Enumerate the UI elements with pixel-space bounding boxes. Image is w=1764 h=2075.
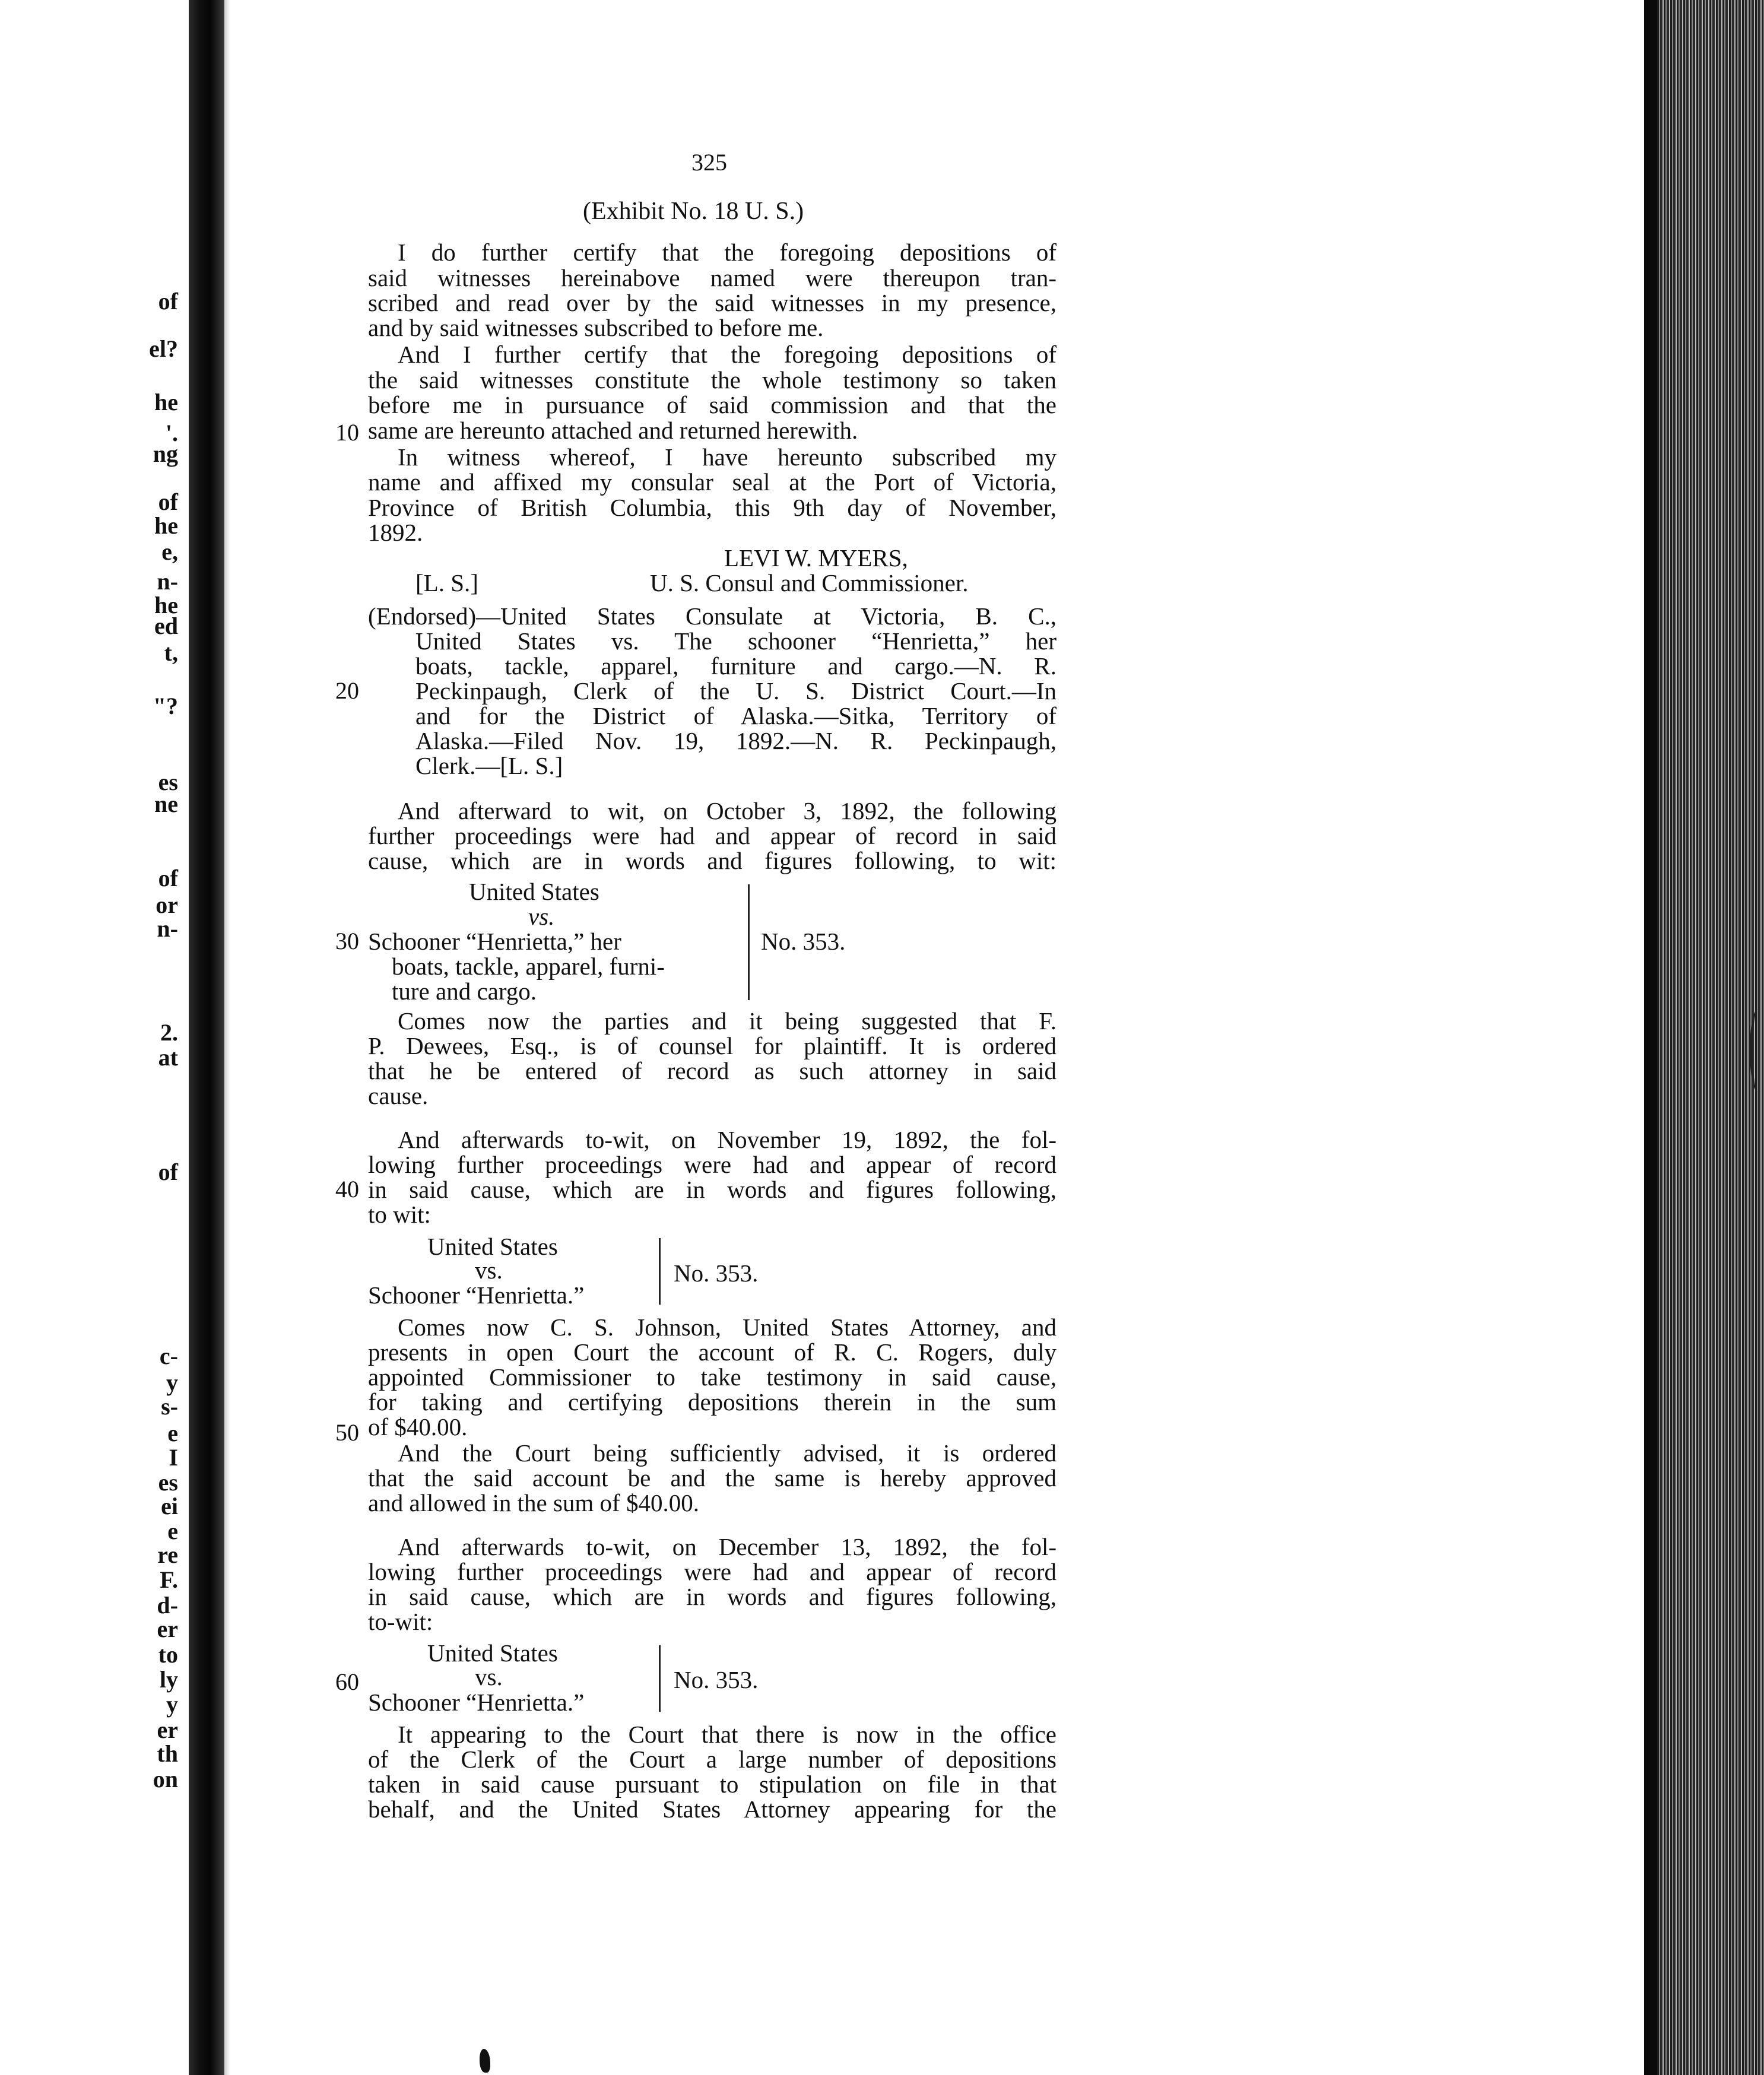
fragment: of bbox=[158, 1159, 178, 1185]
page-number: 325 bbox=[691, 149, 727, 176]
text-line: for taking and certifying depositions therein in the sum bbox=[368, 1388, 1057, 1416]
page-edge-stack bbox=[1644, 0, 1764, 2075]
text-line: to wit: bbox=[368, 1201, 431, 1228]
caption-defendant: Schooner “Henrietta.” bbox=[368, 1281, 585, 1309]
fragment: of bbox=[158, 865, 178, 891]
caption-plaintiff: United States bbox=[427, 1233, 558, 1260]
caption-plaintiff: United States bbox=[469, 878, 599, 905]
fragment: n- bbox=[157, 568, 178, 595]
text-line: and by said witnesses subscribed to before me. bbox=[368, 314, 824, 341]
fragment: e bbox=[167, 1518, 178, 1544]
page-fold-mark bbox=[1750, 1009, 1764, 1092]
text-line: the said witnesses constitute the whole testimony so taken bbox=[368, 366, 1057, 394]
line-number: 10 bbox=[335, 419, 359, 446]
caption-defendant: ture and cargo. bbox=[392, 978, 537, 1005]
fragment: ne bbox=[154, 791, 178, 817]
text-line: of the Clerk of the Court a large number of depositions bbox=[368, 1746, 1057, 1773]
signature-title: U. S. Consul and Commissioner. bbox=[650, 569, 969, 597]
fragment: ei bbox=[161, 1493, 178, 1519]
text-line: to-wit: bbox=[368, 1608, 433, 1635]
text-line: cause, which are in words and figures following, to wit: bbox=[368, 847, 1057, 874]
fragment: er bbox=[157, 1717, 178, 1743]
fragment: on bbox=[153, 1766, 178, 1792]
text-line: before me in pursuance of said commission and that the bbox=[368, 391, 1057, 418]
text-line: and for the District of Alaska.—Sitka, Territory of bbox=[415, 702, 1057, 729]
text-line: United States vs. The schooner “Henrietta,” her bbox=[415, 627, 1057, 655]
fragment: '. bbox=[165, 420, 178, 446]
fragment: e, bbox=[161, 538, 178, 565]
line-number: 40 bbox=[335, 1176, 359, 1203]
fragment: he bbox=[154, 512, 178, 539]
scan-speck bbox=[480, 2049, 490, 2073]
text-line: And afterwards to-wit, on December 13, 1892, the fol- bbox=[398, 1533, 1057, 1560]
caption-defendant: Schooner “Henrietta,” her bbox=[368, 928, 621, 955]
text-line: in said cause, which are in words and figures following, bbox=[368, 1583, 1057, 1610]
text-line: lowing further proceedings were had and appear of record bbox=[368, 1151, 1057, 1178]
fragment: "? bbox=[153, 693, 178, 719]
line-number: 20 bbox=[335, 677, 359, 704]
fragment: ed bbox=[154, 613, 178, 639]
text-line: I do further certify that the foregoing depositions of bbox=[398, 239, 1057, 266]
text-line: Comes now C. S. Johnson, United States Attorney, and bbox=[398, 1313, 1057, 1341]
fragment: c- bbox=[159, 1343, 178, 1369]
text-line: further proceedings were had and appear of record in said bbox=[368, 822, 1057, 849]
text-line: presents in open Court the account of R. C. Rogers, duly bbox=[368, 1338, 1057, 1366]
text-line: that he be entered of record as such attorney in said bbox=[368, 1057, 1057, 1084]
text-line: In witness whereof, I have hereunto subscribed my bbox=[398, 443, 1057, 471]
text-line: Clerk.—[L. S.] bbox=[415, 752, 563, 779]
caption-plaintiff: United States bbox=[427, 1639, 558, 1667]
text-line: in said cause, which are in words and figures following, bbox=[368, 1176, 1057, 1203]
brace bbox=[659, 1238, 661, 1305]
text-line: lowing further proceedings were had and appear of record bbox=[368, 1558, 1057, 1585]
fragment: re bbox=[157, 1541, 178, 1568]
text-line: Peckinpaugh, Clerk of the U. S. District Court.—In bbox=[415, 677, 1057, 705]
case-number: No. 353. bbox=[674, 1666, 759, 1693]
book-gutter bbox=[189, 0, 224, 2075]
fragment: to bbox=[158, 1641, 178, 1668]
fragment: 2. bbox=[160, 1019, 178, 1046]
fragment: s- bbox=[161, 1393, 178, 1420]
caption-defendant: boats, tackle, apparel, furni- bbox=[392, 953, 665, 980]
text-line: It appearing to the Court that there is now in the office bbox=[398, 1721, 1057, 1748]
fragment: y bbox=[166, 1369, 178, 1396]
fragment: y bbox=[166, 1691, 178, 1718]
fragment: ly bbox=[159, 1666, 178, 1693]
fragment: er bbox=[157, 1616, 178, 1642]
text-line: scribed and read over by the said witnesses in my presence, bbox=[368, 289, 1057, 316]
text-line: taken in said cause pursuant to stipulation on file in that bbox=[368, 1771, 1057, 1798]
exhibit-title: (Exhibit No. 18 U. S.) bbox=[583, 198, 804, 225]
text-line: appointed Commissioner to take testimony in said cause, bbox=[368, 1363, 1057, 1391]
line-number: 50 bbox=[335, 1419, 359, 1446]
fragment: th bbox=[157, 1740, 178, 1767]
text-line: cause. bbox=[368, 1082, 429, 1109]
text-line: of $40.00. bbox=[368, 1413, 468, 1441]
caption-vs: vs. bbox=[475, 1257, 503, 1284]
fragment: of bbox=[158, 288, 178, 315]
text-line: And afterward to wit, on October 3, 1892, the following bbox=[398, 797, 1057, 824]
gutter-edge bbox=[224, 0, 230, 2075]
fragment: ng bbox=[153, 440, 178, 467]
case-number: No. 353. bbox=[761, 928, 846, 955]
text-line: Province of British Columbia, this 9th day of November, bbox=[368, 494, 1057, 521]
text-line: Comes now the parties and it being suggested that F. bbox=[398, 1007, 1057, 1035]
fragment: at bbox=[158, 1044, 178, 1071]
text-line: same are hereunto attached and returned herewith. bbox=[368, 417, 858, 444]
brace bbox=[748, 884, 750, 1000]
fragment: F. bbox=[160, 1566, 178, 1593]
page-edge-shadow bbox=[1644, 0, 1657, 2075]
fragment: es bbox=[158, 769, 178, 795]
text-line: and allowed in the sum of $40.00. bbox=[368, 1489, 699, 1516]
text-line: that the said account be and the same is hereby approved bbox=[368, 1464, 1057, 1492]
text-line: P. Dewees, Esq., is of counsel for plaintiff. It is ordered bbox=[368, 1032, 1057, 1059]
fragment: he bbox=[154, 389, 178, 415]
text-line: behalf, and the United States Attorney appearing for the bbox=[368, 1795, 1057, 1823]
text-line: boats, tackle, apparel, furniture and cargo.—N. R. bbox=[415, 652, 1057, 680]
text-line: Alaska.—Filed Nov. 19, 1892.—N. R. Peckinpaugh, bbox=[415, 727, 1057, 754]
caption-defendant: Schooner “Henrietta.” bbox=[368, 1689, 585, 1716]
fragment: of bbox=[158, 488, 178, 515]
fragment: he bbox=[154, 592, 178, 618]
text-line: said witnesses hereinabove named were thereupon tran- bbox=[368, 264, 1057, 291]
fragment: or bbox=[156, 891, 178, 918]
text-line: 1892. bbox=[368, 519, 423, 546]
case-number: No. 353. bbox=[674, 1259, 759, 1287]
fragment: el? bbox=[149, 335, 178, 362]
signature-name: LEVI W. MYERS, bbox=[724, 544, 908, 572]
fragment: d- bbox=[157, 1592, 178, 1619]
caption-vs: vs. bbox=[475, 1663, 503, 1690]
line-number: 60 bbox=[335, 1668, 359, 1695]
fragment: e bbox=[167, 1420, 178, 1446]
text-line: (Endorsed)—United States Consulate at Victoria, B. C., bbox=[368, 602, 1057, 630]
fragment: I bbox=[169, 1444, 178, 1471]
text-line: And the Court being sufficiently advised, it is ordered bbox=[398, 1439, 1057, 1467]
seal-mark: [L. S.] bbox=[415, 569, 478, 597]
fragment: es bbox=[158, 1469, 178, 1496]
brace bbox=[659, 1645, 661, 1712]
fragment: t, bbox=[164, 639, 178, 666]
caption-vs: vs. bbox=[528, 903, 555, 930]
fragment: n- bbox=[157, 915, 178, 942]
text-line: And I further certify that the foregoing depositions of bbox=[398, 341, 1057, 368]
text-line: name and affixed my consular seal at the Port of Victoria, bbox=[368, 468, 1057, 496]
text-line: And afterwards to-wit, on November 19, 1892, the fol- bbox=[398, 1126, 1057, 1153]
line-number: 30 bbox=[335, 928, 359, 954]
